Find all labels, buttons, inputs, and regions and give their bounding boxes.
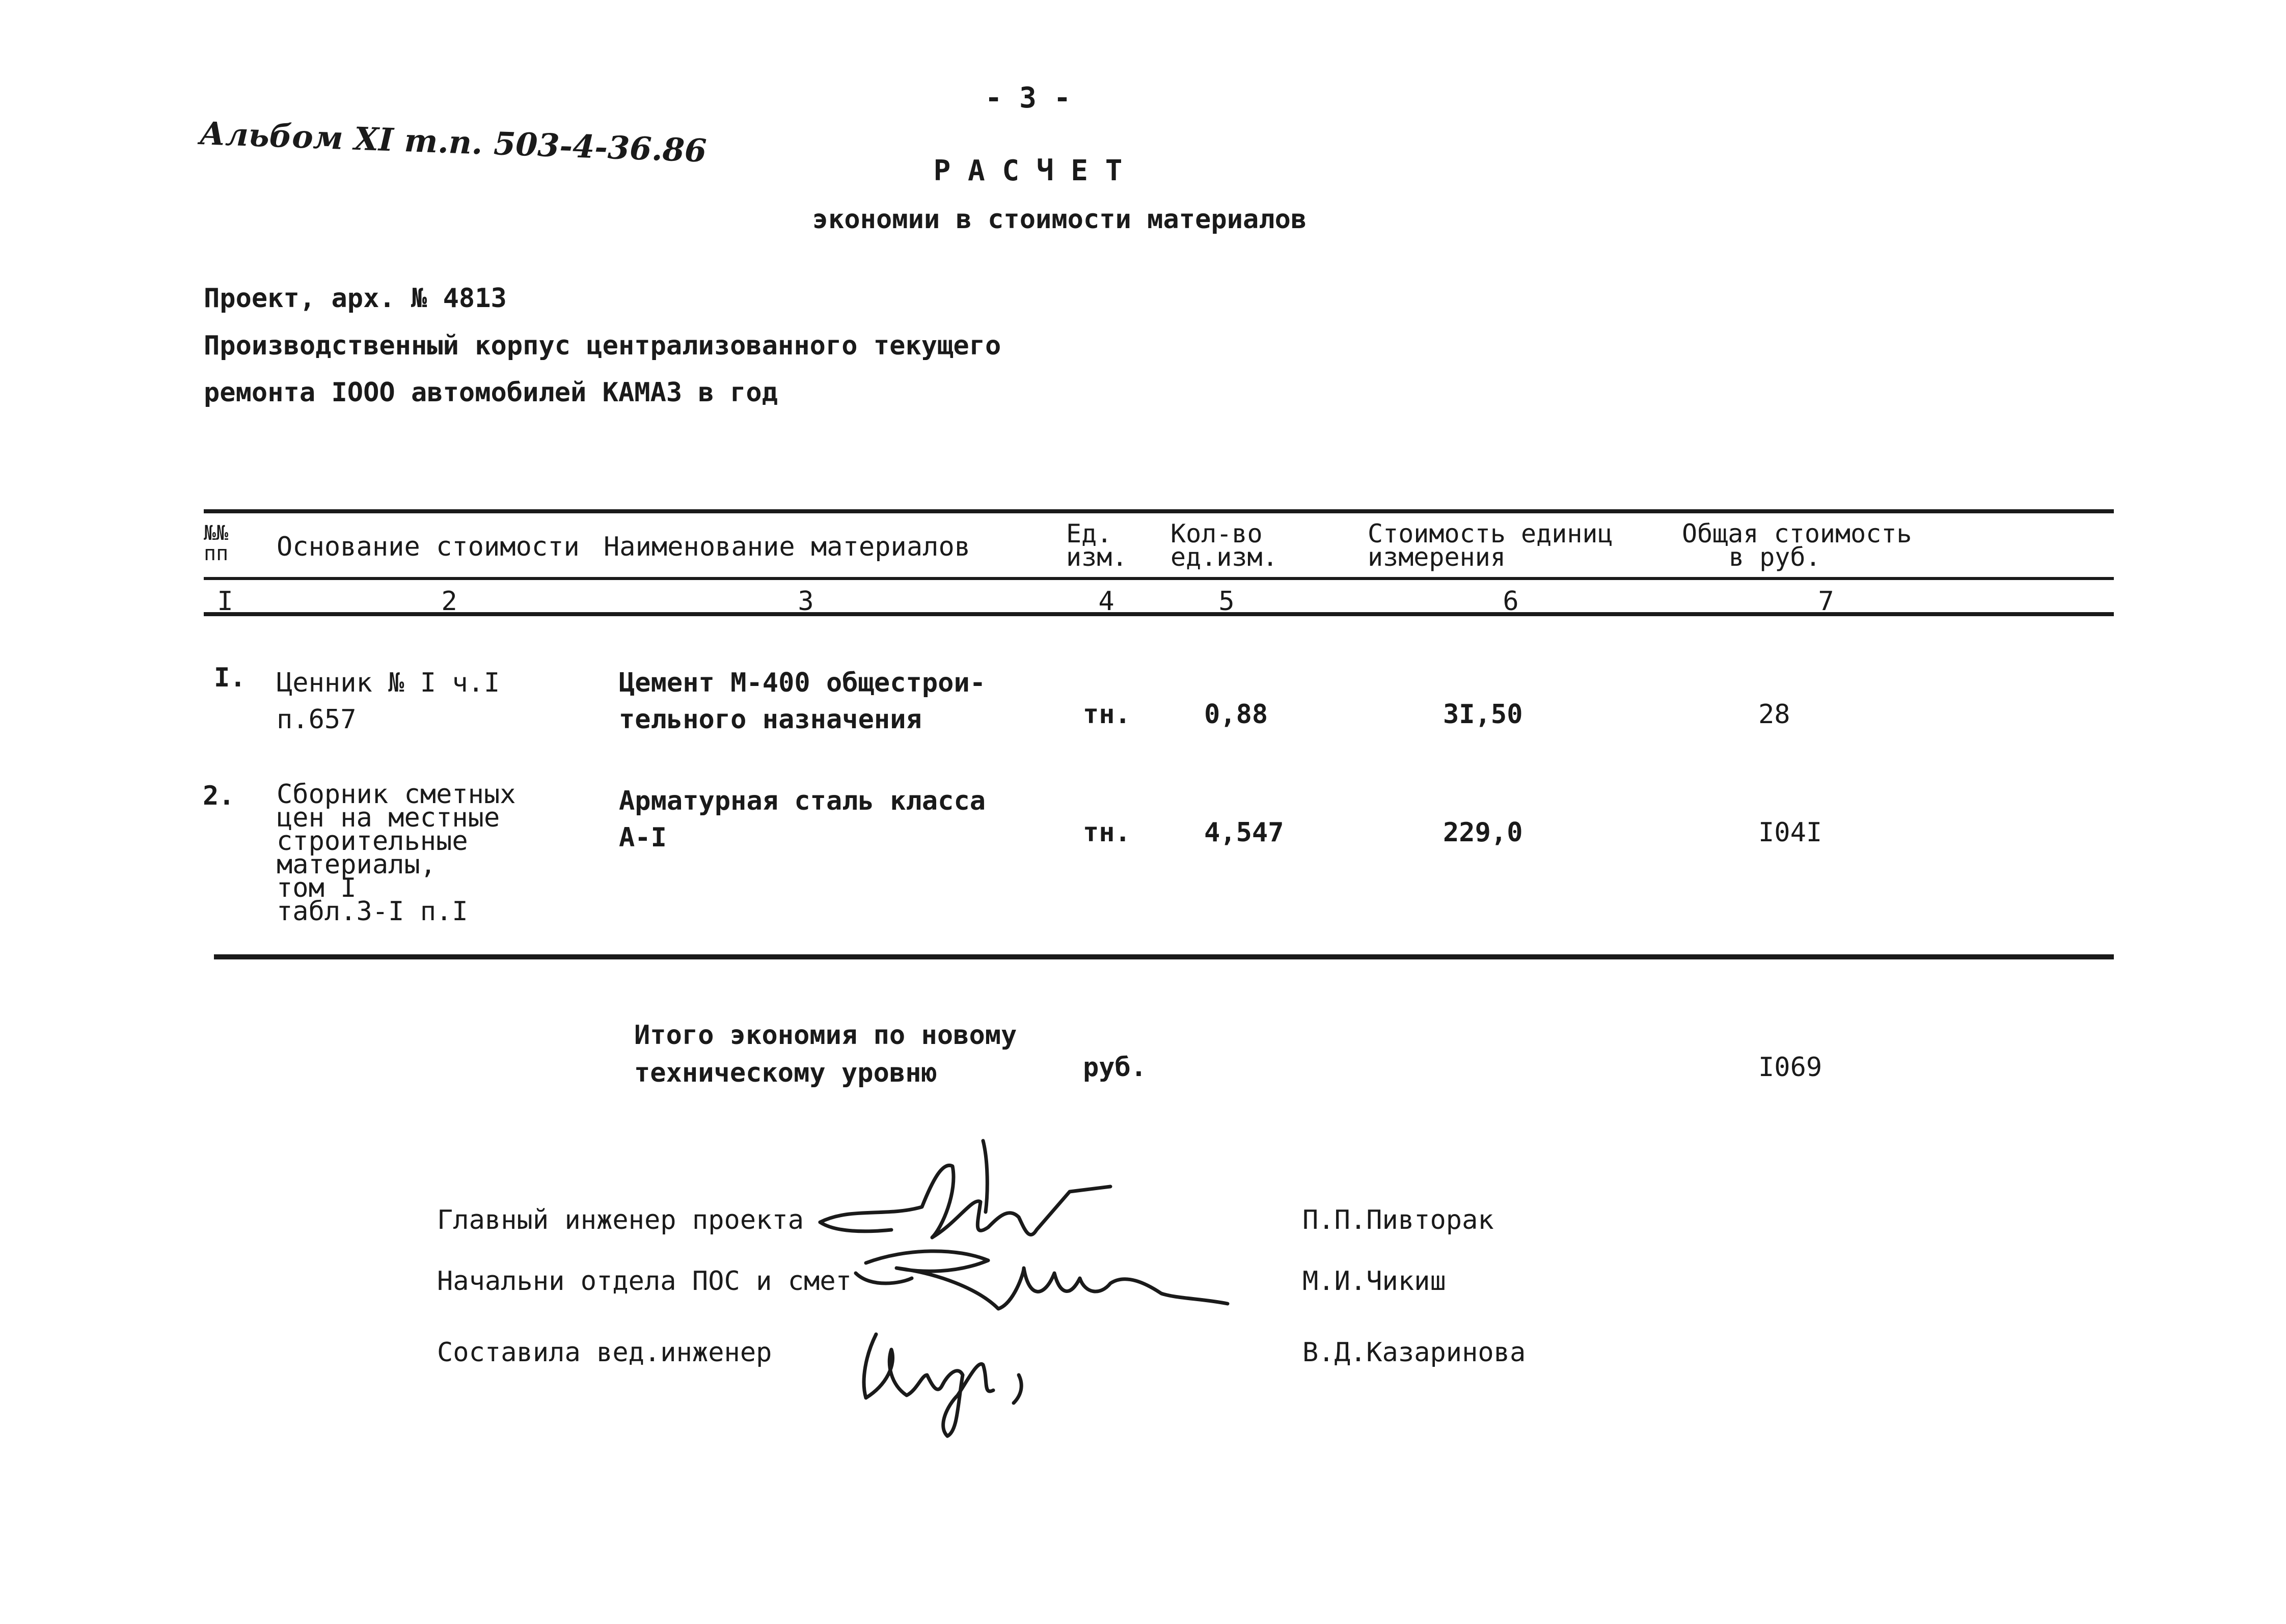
summary-unit: руб. bbox=[1083, 1052, 1147, 1083]
row-number: I. bbox=[214, 663, 246, 693]
header-unit: Ед. изм. bbox=[1066, 519, 1128, 572]
signature-name: В.Д.Казаринова bbox=[1302, 1337, 1526, 1368]
row-total: I04I bbox=[1758, 817, 1822, 848]
row-number: 2. bbox=[203, 781, 235, 811]
summary-label: Итого экономия по новому техническому уровню bbox=[634, 1020, 1017, 1088]
column-number: 7 bbox=[1818, 586, 1834, 617]
project-archive: Проект, арх. № 4813 bbox=[204, 283, 507, 314]
header-unit-cost: Стоимость единиц измерения bbox=[1368, 519, 1613, 572]
album-handwritten-note: Альбом XI т.п. 503-4-36.86 bbox=[199, 115, 707, 170]
column-number: 6 bbox=[1503, 586, 1519, 617]
row-unit: тн. bbox=[1083, 817, 1131, 848]
row-basis: Сборник сметных цен на местные строительные материалы, том I табл.3-I п.I bbox=[277, 779, 516, 927]
header-total: Общая стоимость в руб. bbox=[1682, 519, 1912, 572]
row-unit-cost: 229,0 bbox=[1443, 817, 1523, 848]
column-number: 3 bbox=[798, 586, 814, 617]
column-number: 5 bbox=[1218, 586, 1235, 617]
column-number: 4 bbox=[1098, 586, 1114, 617]
signature-role: Составила вед.инженер bbox=[437, 1337, 772, 1368]
header-basis: Основание стоимости bbox=[277, 532, 580, 562]
handwritten-signatures bbox=[805, 1120, 1289, 1451]
row-unit: тн. bbox=[1083, 699, 1131, 730]
column-number: 2 bbox=[441, 586, 457, 617]
row-total: 28 bbox=[1758, 699, 1790, 730]
row-material: Арматурная сталь класса А-I bbox=[619, 786, 986, 853]
header-divider-rule bbox=[204, 577, 2114, 580]
row-unit-cost: 3I,50 bbox=[1443, 699, 1523, 730]
document-subtitle: экономии в стоимости материалов bbox=[812, 204, 1307, 235]
table-bottom-rule bbox=[214, 954, 2114, 959]
signature-role: Начальни отдела ПОС и смет bbox=[437, 1266, 852, 1297]
summary-total: I069 bbox=[1758, 1052, 1822, 1083]
document-title: Р А С Ч Е Т bbox=[933, 154, 1123, 187]
page-number: - 3 - bbox=[985, 81, 1071, 115]
row-basis: Ценник № I ч.I п.657 bbox=[277, 668, 500, 735]
header-material: Наименование материалов bbox=[604, 532, 971, 562]
table-top-rule bbox=[204, 509, 2114, 513]
row-qty: 4,547 bbox=[1204, 817, 1284, 848]
signature-name: М.И.Чикиш bbox=[1302, 1266, 1446, 1297]
header-num: №№ пп bbox=[204, 521, 229, 565]
signature-role: Главный инженер проекта bbox=[437, 1205, 804, 1235]
header-qty: Кол-во ед.изм. bbox=[1171, 519, 1278, 572]
row-material: Цемент М-400 общестрои- тельного назначения bbox=[619, 668, 986, 735]
project-description-line1: Производственный корпус централизованного текущего bbox=[204, 331, 1001, 361]
column-number: I bbox=[217, 586, 233, 617]
row-qty: 0,88 bbox=[1204, 699, 1268, 730]
project-description-line2: ремонта IOOO автомобилей КАМАЗ в год bbox=[204, 377, 778, 408]
signature-name: П.П.Пивторак bbox=[1302, 1205, 1494, 1235]
